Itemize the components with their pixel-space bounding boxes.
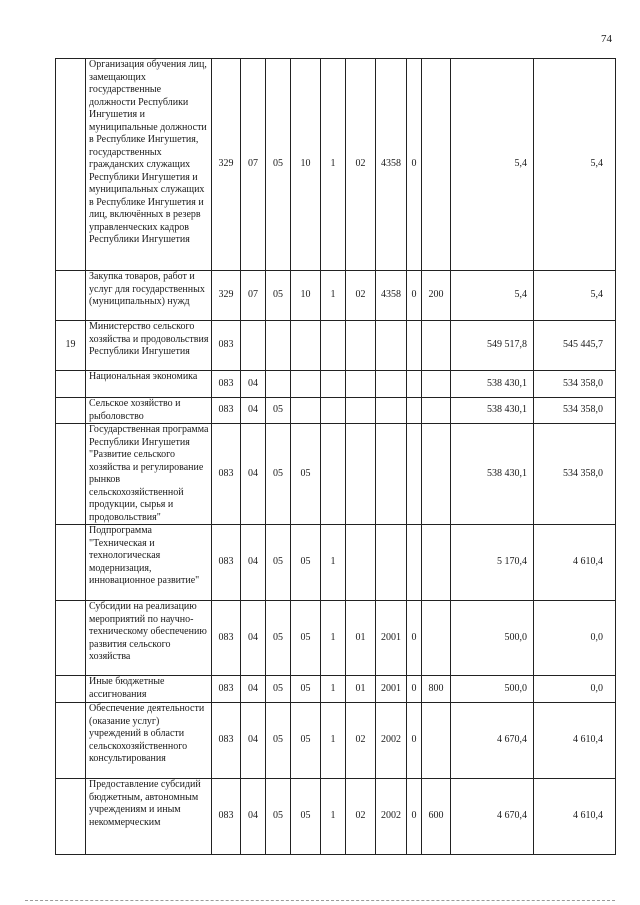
cell-name: Министерство сельского хозяйства и продовольствия Республики Ингушетия	[86, 321, 212, 371]
cell-vr: 200	[422, 271, 451, 321]
cell-num	[56, 271, 86, 321]
cell-dir	[376, 371, 407, 398]
cell-grbs: 083	[212, 321, 241, 371]
cell-sum-1: 538 430,1	[451, 424, 534, 525]
cell-pr: 05	[266, 601, 291, 676]
cell-num	[56, 371, 86, 398]
cell-gp	[291, 398, 321, 424]
cell-pp	[321, 321, 346, 371]
table-row	[56, 271, 616, 321]
cell-ctr: 0	[407, 601, 422, 676]
cell-grbs: 329	[212, 59, 241, 271]
cell-grbs: 083	[212, 601, 241, 676]
cell-sum-1: 538 430,1	[451, 398, 534, 424]
cell-pr: 05	[266, 676, 291, 703]
cell-dir: 2001	[376, 601, 407, 676]
cell-pp: 1	[321, 779, 346, 855]
cell-pp: 1	[321, 601, 346, 676]
cell-sum-2: 534 358,0	[534, 398, 616, 424]
cell-sum-2: 4 610,4	[534, 779, 616, 855]
budget-table	[55, 58, 616, 855]
cell-dir	[376, 321, 407, 371]
cell-rz	[241, 321, 266, 371]
cell-sum-1: 538 430,1	[451, 371, 534, 398]
cell-om: 02	[346, 59, 376, 271]
cell-pr	[266, 321, 291, 371]
cell-gp: 05	[291, 779, 321, 855]
cell-om: 02	[346, 779, 376, 855]
cell-name: Национальная экономика	[86, 371, 212, 398]
cell-gp	[291, 371, 321, 398]
cell-name: Иные бюджетные ассигнования	[86, 676, 212, 703]
cell-grbs: 083	[212, 676, 241, 703]
cell-name: Государственная программа Республики Ингушетия "Развитие сельского хозяйства и регулирование рынков сельскохозяйственной продукции, сырья и продовольствия"	[86, 424, 212, 525]
cell-gp: 05	[291, 424, 321, 525]
cell-pp: 1	[321, 271, 346, 321]
cell-rz: 04	[241, 601, 266, 676]
cell-rz: 04	[241, 525, 266, 601]
cell-gp: 10	[291, 271, 321, 321]
cell-num	[56, 779, 86, 855]
cell-sum-2: 4 610,4	[534, 525, 616, 601]
cell-pr: 05	[266, 398, 291, 424]
cell-num	[56, 424, 86, 525]
cell-ctr	[407, 321, 422, 371]
cell-num	[56, 525, 86, 601]
cell-ctr	[407, 424, 422, 525]
cell-sum-1: 500,0	[451, 601, 534, 676]
table-row	[56, 59, 616, 271]
cell-pp: 1	[321, 59, 346, 271]
cell-vr: 600	[422, 779, 451, 855]
cell-dir	[376, 424, 407, 525]
cell-grbs: 083	[212, 779, 241, 855]
cell-pr: 05	[266, 271, 291, 321]
cell-sum-1: 5 170,4	[451, 525, 534, 601]
cell-name: Сельское хозяйство и рыболовство	[86, 398, 212, 424]
cell-grbs: 329	[212, 271, 241, 321]
cell-dir	[376, 398, 407, 424]
cell-num	[56, 59, 86, 271]
table-row	[56, 371, 616, 398]
cell-rz: 04	[241, 398, 266, 424]
cell-ctr: 0	[407, 59, 422, 271]
cell-sum-2: 5,4	[534, 59, 616, 271]
cell-om	[346, 371, 376, 398]
cell-num	[56, 398, 86, 424]
cell-rz: 07	[241, 271, 266, 321]
cell-name: Предоставление субсидий бюджетным, автономным учреждениям и иным некоммерческим	[86, 779, 212, 855]
table-row	[56, 601, 616, 676]
cell-rz: 04	[241, 371, 266, 398]
cell-name: Организация обучения лиц, замещающих государственные должности Республики Ингушетия и муниципальные должности в Республике Ингушетия, государственных гражданских служащих Республики Ингушетия и муниципальных служащих в Республике Ингушетия и лиц, включённых в резерв управленческих кадров Республики Ингушетия	[86, 59, 212, 271]
cell-om: 02	[346, 703, 376, 779]
cell-vr	[422, 424, 451, 525]
cell-pr: 05	[266, 703, 291, 779]
cell-vr	[422, 321, 451, 371]
cell-pp	[321, 371, 346, 398]
cell-om	[346, 321, 376, 371]
cell-vr	[422, 601, 451, 676]
cell-rz: 07	[241, 59, 266, 271]
cell-ctr	[407, 371, 422, 398]
page-number: 74	[601, 33, 612, 45]
cell-gp: 10	[291, 59, 321, 271]
cell-grbs: 083	[212, 424, 241, 525]
cell-pp	[321, 424, 346, 525]
cell-name: Закупка товаров, работ и услуг для государственных (муниципальных) нужд	[86, 271, 212, 321]
cell-vr	[422, 371, 451, 398]
table-row	[56, 676, 616, 703]
cell-ctr	[407, 525, 422, 601]
cell-sum-2: 0,0	[534, 676, 616, 703]
cell-sum-1: 4 670,4	[451, 779, 534, 855]
cell-sum-1: 549 517,8	[451, 321, 534, 371]
cell-num	[56, 601, 86, 676]
cell-ctr: 0	[407, 779, 422, 855]
cell-ctr: 0	[407, 703, 422, 779]
table-row	[56, 321, 616, 371]
table-row	[56, 703, 616, 779]
cell-rz: 04	[241, 424, 266, 525]
cell-ctr: 0	[407, 271, 422, 321]
table-row	[56, 525, 616, 601]
cell-gp: 05	[291, 703, 321, 779]
cell-num	[56, 676, 86, 703]
cell-sum-2: 534 358,0	[534, 424, 616, 525]
cell-dir	[376, 525, 407, 601]
cell-sum-2: 545 445,7	[534, 321, 616, 371]
cell-dir: 4358	[376, 59, 407, 271]
cell-sum-2: 4 610,4	[534, 703, 616, 779]
cell-name: Обеспечение деятельности (оказание услуг) учреждений в области сельскохозяйственного консультирования	[86, 703, 212, 779]
table-row	[56, 398, 616, 424]
cell-om	[346, 424, 376, 525]
cell-om	[346, 525, 376, 601]
cell-sum-2: 0,0	[534, 601, 616, 676]
table-row	[56, 779, 616, 855]
cell-om: 01	[346, 676, 376, 703]
cell-ctr	[407, 398, 422, 424]
cell-pr: 05	[266, 424, 291, 525]
cell-gp: 05	[291, 676, 321, 703]
table-row	[56, 424, 616, 525]
cell-name: Подпрограмма "Техническая и технологическая модернизация, инновационное развитие"	[86, 525, 212, 601]
cell-vr	[422, 398, 451, 424]
cell-sum-1: 4 670,4	[451, 703, 534, 779]
cell-rz: 04	[241, 676, 266, 703]
cell-dir: 2002	[376, 779, 407, 855]
cell-pr: 05	[266, 779, 291, 855]
cell-vr	[422, 703, 451, 779]
cell-pp: 1	[321, 676, 346, 703]
cell-rz: 04	[241, 779, 266, 855]
cell-grbs: 083	[212, 525, 241, 601]
cell-pp	[321, 398, 346, 424]
cell-vr: 800	[422, 676, 451, 703]
cell-name: Субсидии на реализацию мероприятий по научно-техническому обеспечению развития сельского хозяйства	[86, 601, 212, 676]
cell-pr	[266, 371, 291, 398]
cell-sum-2: 534 358,0	[534, 371, 616, 398]
cell-sum-1: 5,4	[451, 271, 534, 321]
cell-ctr: 0	[407, 676, 422, 703]
cell-pr: 05	[266, 525, 291, 601]
cell-om: 02	[346, 271, 376, 321]
cell-om	[346, 398, 376, 424]
cell-rz: 04	[241, 703, 266, 779]
cell-pp: 1	[321, 525, 346, 601]
cell-om: 01	[346, 601, 376, 676]
cell-pp: 1	[321, 703, 346, 779]
cell-grbs: 083	[212, 703, 241, 779]
cell-gp: 05	[291, 525, 321, 601]
cell-sum-1: 5,4	[451, 59, 534, 271]
cell-sum-2: 5,4	[534, 271, 616, 321]
scan-edge-line	[25, 900, 615, 901]
cell-grbs: 083	[212, 398, 241, 424]
cell-gp: 05	[291, 601, 321, 676]
cell-vr	[422, 525, 451, 601]
cell-num	[56, 703, 86, 779]
cell-vr	[422, 59, 451, 271]
cell-num: 19	[56, 321, 86, 371]
cell-grbs: 083	[212, 371, 241, 398]
cell-pr: 05	[266, 59, 291, 271]
cell-dir: 4358	[376, 271, 407, 321]
cell-gp	[291, 321, 321, 371]
cell-dir: 2001	[376, 676, 407, 703]
cell-sum-1: 500,0	[451, 676, 534, 703]
cell-dir: 2002	[376, 703, 407, 779]
